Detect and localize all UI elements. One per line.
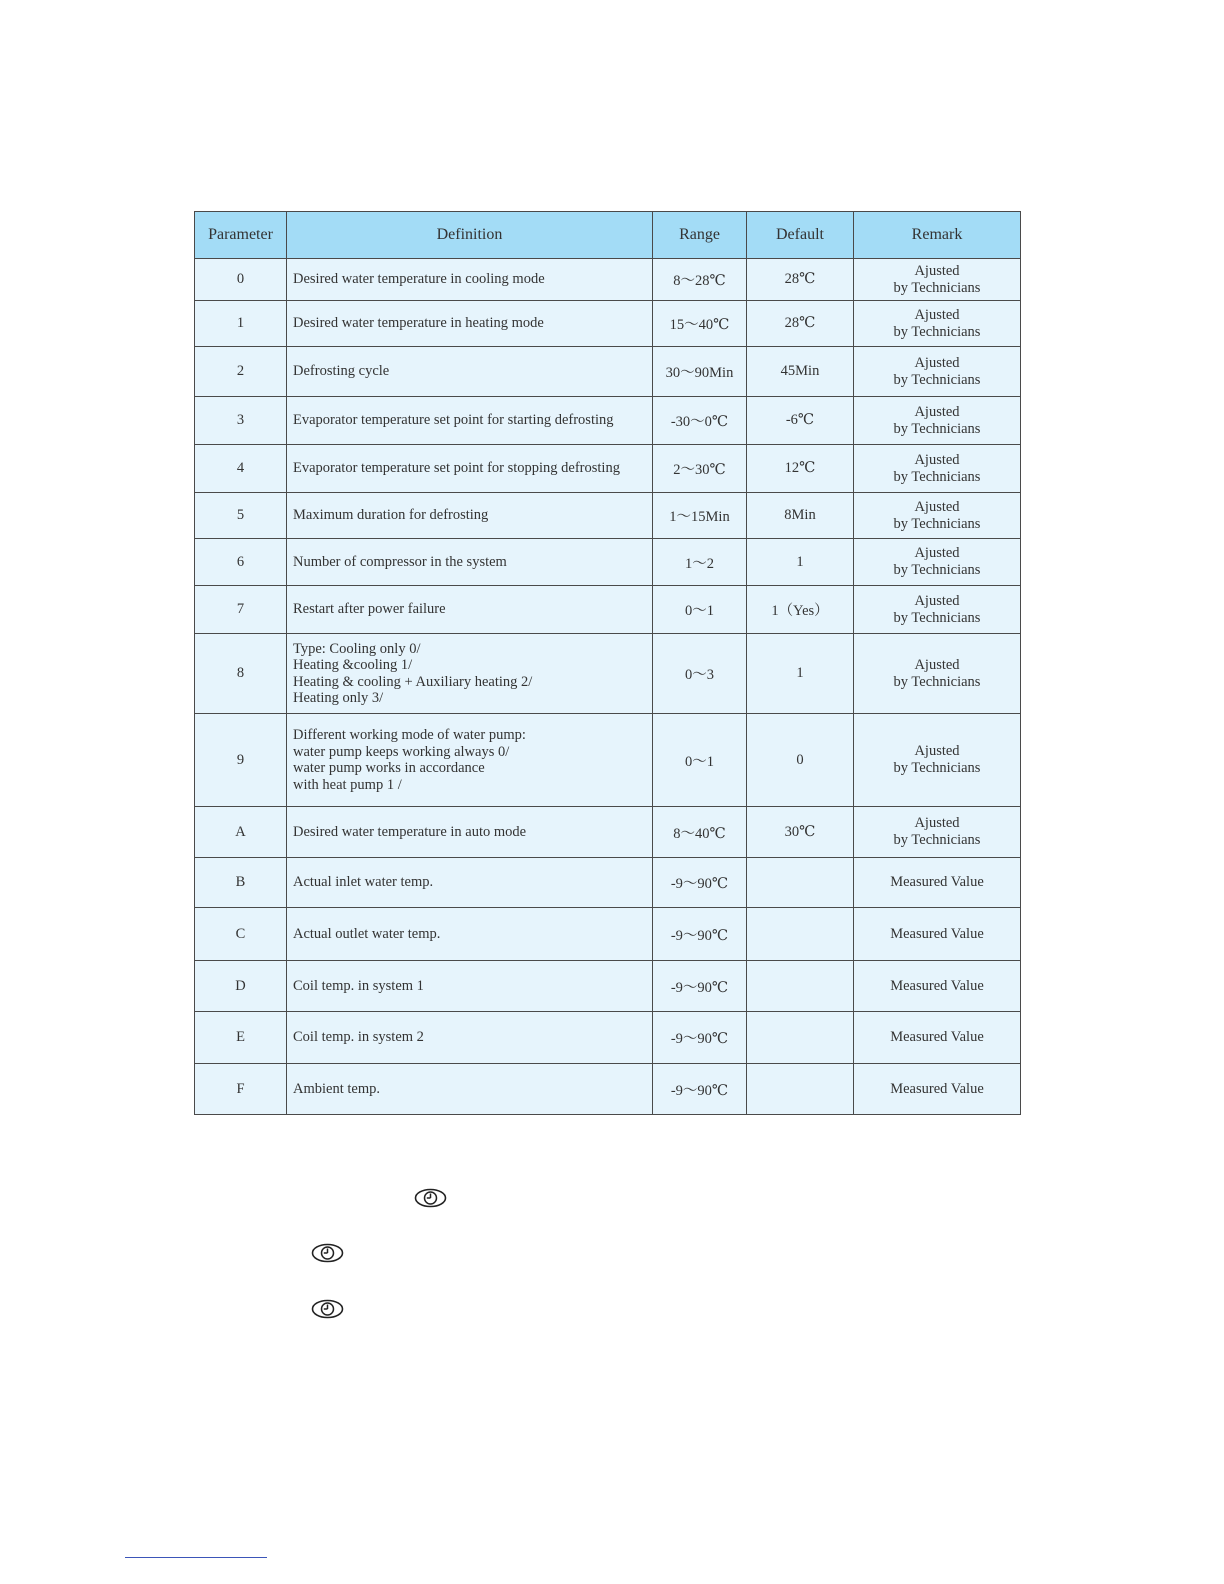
remark-line: Ajusted [914, 403, 960, 420]
definition-line: Heating only 3/ [293, 690, 384, 706]
cell-remark [854, 493, 1021, 539]
header-definition: Definition [287, 212, 653, 259]
cell-range: -9～90℃ [653, 858, 747, 908]
cell-definition [287, 445, 653, 493]
cell-parameter: F [195, 1064, 287, 1115]
remark-line: Measured Value [890, 925, 984, 942]
cell-parameter: E [195, 1012, 287, 1064]
cell-remark [854, 301, 1021, 347]
definition-line: Maximum duration for defrosting [293, 507, 489, 524]
remark-line: Ajusted [914, 498, 960, 515]
cell-range: 2～30℃ [653, 445, 747, 493]
cell-remark [854, 397, 1021, 445]
cell-parameter: 0 [195, 259, 287, 301]
table-row [195, 539, 1021, 586]
cell-definition [287, 714, 653, 807]
remark-line: by Technicians [893, 760, 981, 776]
table-row [195, 493, 1021, 539]
cell-range: 8～28℃ [653, 259, 747, 301]
cell-range: -9～90℃ [653, 1064, 747, 1115]
cell-range: -9～90℃ [653, 961, 747, 1012]
cell-default: 28℃ [747, 301, 854, 347]
cell-default: 28℃ [747, 259, 854, 301]
header-parameter: Parameter [195, 212, 287, 259]
definition-line: Heating &cooling 1/ [293, 657, 413, 673]
table-row [195, 908, 1021, 961]
definition-line: Evaporator temperature set point for starting defrosting [293, 412, 614, 429]
remark-line: Ajusted [914, 656, 960, 673]
cell-parameter: 1 [195, 301, 287, 347]
cell-definition [287, 858, 653, 908]
cell-range: 8～40℃ [653, 807, 747, 858]
definition-line: Heating & cooling + Auxiliary heating 2/ [293, 673, 533, 690]
cell-default [747, 858, 854, 908]
cell-remark [854, 259, 1021, 301]
table-row [195, 961, 1021, 1012]
table-row [195, 347, 1021, 397]
cell-range: 0～1 [653, 714, 747, 807]
cell-remark [854, 961, 1021, 1012]
cell-definition [287, 908, 653, 961]
definition-line: Desired water temperature in cooling mode [293, 271, 545, 288]
cell-parameter: 6 [195, 539, 287, 586]
clock-button-icon [414, 1188, 447, 1208]
cell-definition [287, 493, 653, 539]
definition-line: water pump works in accordance [293, 760, 485, 776]
header-default: Default [747, 212, 854, 259]
cell-parameter: 7 [195, 586, 287, 634]
cell-definition [287, 634, 653, 714]
definition-line: Evaporator temperature set point for stopping defrosting [293, 460, 620, 477]
remark-line: by Technicians [893, 515, 981, 532]
table-row [195, 714, 1021, 807]
cell-range: 0～1 [653, 586, 747, 634]
definition-line: Coil temp. in system 2 [293, 1029, 424, 1046]
remark-line: Ajusted [914, 262, 960, 279]
definition-line: Defrosting cycle [293, 363, 390, 380]
cell-definition [287, 259, 653, 301]
definition-line: Ambient temp. [293, 1080, 380, 1097]
cell-default [747, 1012, 854, 1064]
remark-line: Measured Value [890, 1080, 984, 1097]
cell-remark [854, 858, 1021, 908]
remark-line: Ajusted [914, 354, 960, 371]
cell-parameter: B [195, 858, 287, 908]
definition-line: Coil temp. in system 1 [293, 977, 424, 994]
cell-default: 30℃ [747, 807, 854, 858]
cell-parameter: C [195, 908, 287, 961]
cell-definition [287, 807, 653, 858]
cell-default [747, 908, 854, 961]
cell-remark [854, 908, 1021, 961]
clock-button-icon [311, 1243, 344, 1263]
remark-line: by Technicians [893, 371, 981, 388]
clock-button-icon [311, 1299, 344, 1319]
cell-default: -6℃ [747, 397, 854, 445]
definition-line: Different working mode of water pump: [293, 727, 526, 743]
definition-line: Actual outlet water temp. [293, 925, 441, 942]
cell-parameter: D [195, 961, 287, 1012]
cell-parameter: 4 [195, 445, 287, 493]
cell-default: 8Min [747, 493, 854, 539]
parameter-table [194, 211, 1021, 1115]
cell-default [747, 1064, 854, 1115]
cell-parameter: 5 [195, 493, 287, 539]
remark-line: Measured Value [890, 977, 984, 994]
cell-definition [287, 961, 653, 1012]
cell-definition [287, 347, 653, 397]
cell-parameter: 2 [195, 347, 287, 397]
remark-line: by Technicians [893, 323, 981, 340]
cell-remark [854, 347, 1021, 397]
table-row [195, 397, 1021, 445]
header-remark: Remark [854, 212, 1021, 259]
cell-remark [854, 714, 1021, 807]
remark-line: Ajusted [914, 743, 960, 759]
table-row [195, 807, 1021, 858]
cell-definition [287, 539, 653, 586]
cell-remark [854, 539, 1021, 586]
remark-line: by Technicians [893, 673, 981, 690]
cell-remark [854, 807, 1021, 858]
table-row [195, 858, 1021, 908]
remark-line: by Technicians [893, 468, 981, 485]
cell-remark [854, 586, 1021, 634]
cell-remark [854, 1064, 1021, 1115]
cell-range: -9～90℃ [653, 1012, 747, 1064]
table-row [195, 1064, 1021, 1115]
cell-definition [287, 586, 653, 634]
cell-remark [854, 445, 1021, 493]
cell-range: 15～40℃ [653, 301, 747, 347]
cell-default: 1 [747, 539, 854, 586]
cell-range: -9～90℃ [653, 908, 747, 961]
cell-parameter: A [195, 807, 287, 858]
header-range: Range [653, 212, 747, 259]
definition-line: Actual inlet water temp. [293, 874, 434, 891]
cell-range: 1～15Min [653, 493, 747, 539]
remark-line: by Technicians [893, 420, 981, 437]
cell-range: 0～3 [653, 634, 747, 714]
remark-line: Ajusted [914, 815, 960, 831]
remark-line: by Technicians [893, 832, 981, 848]
cell-range: 30～90Min [653, 347, 747, 397]
footnote-separator [125, 1557, 267, 1558]
table-row [195, 634, 1021, 714]
definition-line: Restart after power failure [293, 601, 446, 618]
cell-default: 45Min [747, 347, 854, 397]
cell-default [747, 961, 854, 1012]
cell-parameter: 9 [195, 714, 287, 807]
table-row [195, 301, 1021, 347]
remark-line: by Technicians [893, 609, 981, 626]
definition-line: Desired water temperature in heating mode [293, 315, 544, 332]
table-header-row [195, 212, 1021, 259]
remark-line: Measured Value [890, 1029, 984, 1045]
cell-parameter: 3 [195, 397, 287, 445]
remark-line: Ajusted [914, 592, 960, 609]
cell-default: 0 [747, 714, 854, 807]
table-body [195, 259, 1021, 1115]
remark-line: by Technicians [893, 279, 981, 296]
definition-line: with heat pump 1 / [293, 776, 402, 793]
cell-remark [854, 1012, 1021, 1064]
cell-definition [287, 397, 653, 445]
definition-line: water pump keeps working always 0/ [293, 743, 510, 760]
cell-definition [287, 301, 653, 347]
remark-line: Ajusted [914, 545, 960, 561]
cell-range: -30～0℃ [653, 397, 747, 445]
remark-line: Ajusted [914, 451, 960, 468]
table-row [195, 1012, 1021, 1064]
cell-definition [287, 1012, 653, 1064]
remark-line: Ajusted [914, 306, 960, 323]
definition-line: Number of compressor in the system [293, 553, 507, 570]
cell-definition [287, 1064, 653, 1115]
cell-range: 1～2 [653, 539, 747, 586]
cell-default: 1（Yes） [747, 586, 854, 634]
remark-line: by Technicians [893, 562, 981, 578]
cell-default: 1 [747, 634, 854, 714]
remark-line: Measured Value [890, 874, 984, 890]
definition-line: Desired water temperature in auto mode [293, 823, 527, 840]
definition-line: Type: Cooling only 0/ [293, 640, 421, 657]
table-row [195, 445, 1021, 493]
cell-parameter: 8 [195, 634, 287, 714]
table-row [195, 259, 1021, 301]
cell-default: 12℃ [747, 445, 854, 493]
table-row [195, 586, 1021, 634]
cell-remark [854, 634, 1021, 714]
